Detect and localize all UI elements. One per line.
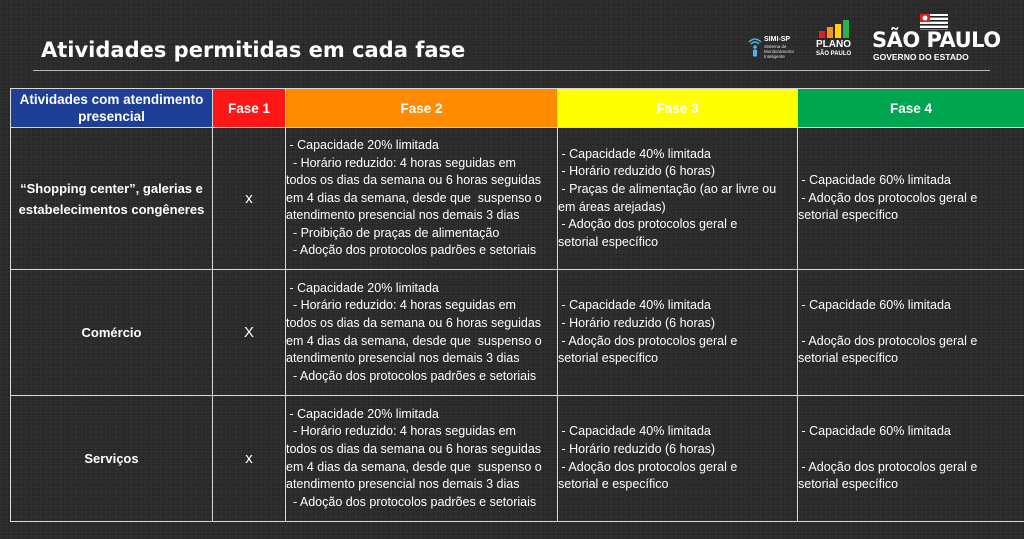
cell-line: - Adoção dos protocolos geral e xyxy=(558,333,738,348)
sp-title: SÃO PAULO xyxy=(872,28,1001,52)
cell-line: todos os dias da semana ou 6 horas seguidas xyxy=(286,441,542,456)
cell-line: - Capacidade 60% limitada xyxy=(798,298,951,313)
fase-3-cell xyxy=(558,128,798,270)
cell-line: setorial específico xyxy=(798,208,899,223)
fase-1-cell: x xyxy=(213,396,286,522)
fase-3-cell xyxy=(558,270,798,396)
cell-line: - Horário reduzido: 4 horas seguidas em xyxy=(286,424,516,439)
cell-line: - Adoção dos protocolos geral e xyxy=(798,459,978,474)
header-fase-2: Fase 2 xyxy=(286,89,558,128)
activity-label: Comércio xyxy=(11,270,213,396)
cell-line: setorial específico xyxy=(798,351,899,366)
cell-line: - Capacidade 40% limitada xyxy=(558,424,711,439)
fase-2-cell xyxy=(286,396,558,522)
plano-title: PLANO xyxy=(816,39,851,50)
cell-line: setorial específico xyxy=(558,351,659,366)
header-atividades: Atividades com atendimento presencial xyxy=(11,89,213,128)
cell-line: - Adoção dos protocolos padrões e setoriais xyxy=(286,368,537,383)
cell-line: - Praças de alimentação (ao ar livre ou xyxy=(558,181,777,196)
cell-line: - Horário reduzido (6 horas) xyxy=(558,164,716,179)
cell-line: setorial e específico xyxy=(558,477,669,492)
plano-subtitle: SÃO PAULO xyxy=(816,51,852,57)
cell-line: - Adoção dos protocolos geral e xyxy=(558,217,738,232)
wifi-person-icon xyxy=(748,36,762,58)
cell-line: - Horário reduzido (6 horas) xyxy=(558,441,716,456)
cell-line: atendimento presencial nos demais 3 dias xyxy=(286,477,520,492)
cell-line: - Capacidade 40% limitada xyxy=(558,146,711,161)
fase-4-cell xyxy=(798,128,1024,270)
activity-label: “Shopping center”, galerias e estabelecimentos congêneres xyxy=(11,128,213,270)
fase-1-cell: X xyxy=(213,270,286,396)
bars-icon xyxy=(817,20,855,38)
cell-line: - Capacidade 40% limitada xyxy=(558,298,711,313)
cell-line: - Proibição de praças de alimentação xyxy=(286,225,500,240)
cell-line: em 4 dias da semana, desde que suspenso o xyxy=(286,333,542,348)
plano-sao-paulo-logo xyxy=(813,20,859,60)
table-row xyxy=(11,396,1024,522)
header-fase-1: Fase 1 xyxy=(213,89,286,128)
cell-line: - Adoção dos protocolos geral e xyxy=(558,459,738,474)
simi-sp-logo xyxy=(748,34,808,62)
cell-line: em áreas arejadas) xyxy=(558,199,666,214)
cell-line: - Capacidade 60% limitada xyxy=(798,173,951,188)
fase-4-cell xyxy=(798,270,1024,396)
table-row xyxy=(11,270,1024,396)
cell-line: todos os dias da semana ou 6 horas seguidas xyxy=(286,315,542,330)
cell-line: - Capacidade 60% limitada xyxy=(798,424,951,439)
fase-1-cell: x xyxy=(213,128,286,270)
cell-line: em 4 dias da semana, desde que suspenso o xyxy=(286,190,542,205)
cell-line: - Adoção dos protocolos geral e xyxy=(798,333,978,348)
cell-line: - Adoção dos protocolos geral e xyxy=(798,190,978,205)
fase-3-cell xyxy=(558,396,798,522)
title-divider xyxy=(33,70,990,71)
phases-table xyxy=(10,88,1024,522)
cell-line: - Horário reduzido: 4 horas seguidas em xyxy=(286,298,516,313)
cell-line: setorial específico xyxy=(558,234,659,249)
cell-line: todos os dias da semana ou 6 horas seguidas xyxy=(286,173,542,188)
fase-2-cell xyxy=(286,128,558,270)
cell-line: - Adoção dos protocolos padrões e setoriais xyxy=(286,494,537,509)
fase-4-cell xyxy=(798,396,1024,522)
cell-line: - Capacidade 20% limitada xyxy=(286,280,439,295)
table-header-row xyxy=(11,89,1024,128)
cell-line: - Capacidade 20% limitada xyxy=(286,406,439,421)
sp-subtitle: GOVERNO DO ESTADO xyxy=(873,52,969,62)
cell-line: - Horário reduzido: 4 horas seguidas em xyxy=(286,155,516,170)
cell-line: em 4 dias da semana, desde que suspenso o xyxy=(286,459,542,474)
activity-label: Serviços xyxy=(11,396,213,522)
cell-line xyxy=(798,315,1024,333)
cell-line: setorial específico xyxy=(798,477,899,492)
simi-subtitle: Sistema de Monitoramento Inteligente xyxy=(764,44,795,59)
header-fase-4: Fase 4 xyxy=(798,89,1024,128)
cell-line: atendimento presencial nos demais 3 dias xyxy=(286,208,520,223)
simi-title: SIMI-SP xyxy=(764,36,791,43)
governo-sp-logo xyxy=(872,14,1001,62)
table-row xyxy=(11,128,1024,270)
header-fase-3: Fase 3 xyxy=(558,89,798,128)
cell-line: - Horário reduzido (6 horas) xyxy=(558,315,716,330)
cell-line xyxy=(798,441,1024,459)
cell-line: - Capacidade 20% limitada xyxy=(286,137,439,152)
fase-2-cell xyxy=(286,270,558,396)
cell-line: atendimento presencial nos demais 3 dias xyxy=(286,351,520,366)
cell-line: - Adoção dos protocolos padrões e setoriais xyxy=(286,243,537,258)
page-title: Atividades permitidas em cada fase xyxy=(41,38,466,62)
